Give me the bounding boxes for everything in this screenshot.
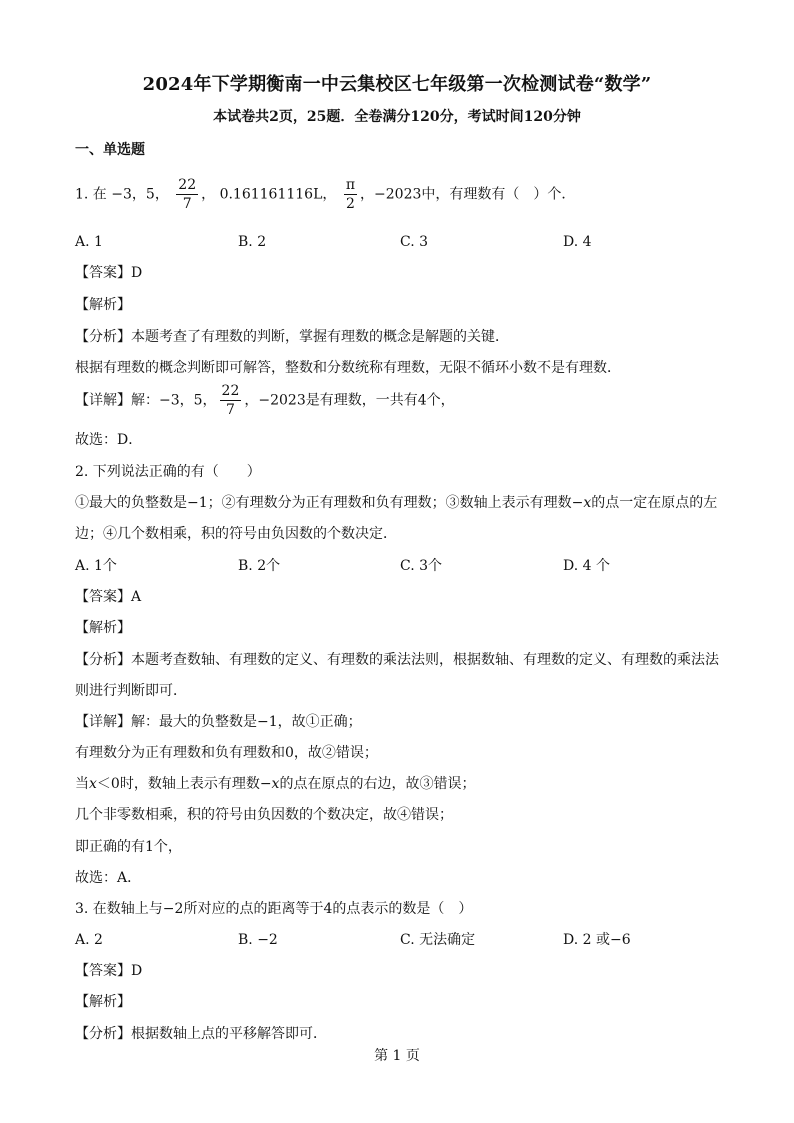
q1-frac-num: 22: [178, 177, 197, 193]
q3-option-c: C. 无法确定: [400, 932, 476, 948]
q1-pi-fraction: [344, 178, 357, 211]
q2-option-a: A. 1个: [75, 558, 117, 574]
q2-analysis-2: 则进行判断即可．: [75, 683, 187, 699]
q1-prefix: 1. 在: [75, 186, 107, 203]
q2-detail-3-var2: −x: [259, 776, 280, 792]
q2-detail-3c: 的点在原点的右边，故③错误；: [279, 776, 476, 792]
q1-decimal: 0.161161116L: [219, 186, 323, 203]
q3-analysis-1: 【分析】根据数轴上点的平移解答即可．: [75, 1026, 327, 1042]
q1-detail: [75, 384, 455, 417]
q2-analysis-1: 【分析】本题考查数轴、有理数的定义、有理数的乘法法则，根据数轴、有理数的定义、有理数的乘法法: [75, 652, 719, 668]
q2-detail-3-var: x: [89, 776, 97, 792]
q2-detail-2: 有理数分为正有理数和负有理数和0，故②错误；: [75, 745, 378, 761]
q1-detail-frac-num: 22: [221, 383, 240, 399]
q2-stem: 2. 下列说法正确的有（ ）: [75, 464, 261, 480]
q3-answer: 【答案】D: [75, 963, 143, 979]
q1-stem: 1. 在 −3，5， $\frac{22}{7}$ ， 0.161161116L， $\frac{\pi}{2}$ ，−2023中，有理数有（ ）个．: [75, 177, 576, 212]
q1-option-d: D. 4: [563, 234, 592, 250]
q1-n1: −3: [111, 186, 132, 203]
section-heading: 一、单选题: [75, 142, 145, 158]
q1-pi-den: 2: [345, 196, 355, 212]
q2-option-d: D. 4 个: [563, 558, 610, 574]
q1-n3: −2023: [374, 186, 422, 203]
q1-suffix: 中，有理数有（ ）个．: [421, 186, 576, 203]
q2-detail-4: 几个非零数相乘，积的符号由负因数的个数决定，故④错误；: [75, 807, 453, 823]
q3-stem: 3. 在数轴上与−2所对应的点的距离等于4的点表示的数是（ ）: [75, 901, 473, 917]
q2-conclusion: 故选：A．: [75, 870, 142, 886]
q3-option-b: B. −2: [238, 932, 278, 948]
q1-analysis-2: 根据有理数的概念判断即可解答，整数和分数统称有理数，无限不循环小数不是有理数．: [75, 360, 621, 376]
q1-option-a: A. 1: [75, 234, 103, 250]
q1-detail-fraction: [220, 384, 242, 417]
q1-option-c: C. 3: [400, 234, 429, 250]
exam-subtitle: 本试卷共2页，25题．全卷满分120分，考试时间120分钟: [213, 109, 581, 125]
exam-title: 2024年下学期衡南一中云集校区七年级第一次检测试卷“数学”: [142, 74, 652, 95]
q1-detail-suffix: ，−2023是有理数，一共有4个，: [244, 392, 455, 409]
q1-fraction: [176, 178, 198, 211]
q2-statement-line-1: [75, 493, 717, 513]
q1-analysis-label: 【解析】: [75, 297, 131, 313]
q1-detail-frac-den: 7: [226, 402, 235, 418]
q1-pi-num: π: [345, 177, 356, 193]
q2-line1-var: −x: [571, 495, 592, 511]
q2-detail-5: 即正确的有1个，: [75, 839, 182, 855]
q2-line1a: ①最大的负整数是−1；②有理数分为正有理数和负有理数；③数轴上表示有理数: [75, 495, 572, 511]
q1-answer: 【答案】D: [75, 265, 143, 281]
q3-analysis-label: 【解析】: [75, 994, 131, 1010]
q2-detail-3b: ＜0时，数轴上表示有理数: [96, 776, 260, 792]
q2-detail-1: 【详解】解：最大的负整数是−1，故①正确；: [75, 714, 362, 730]
page-number: 第 1 页: [374, 1048, 420, 1064]
q2-answer: 【答案】A: [75, 589, 142, 605]
q1-analysis-1: 【分析】本题考查了有理数的判断，掌握有理数的概念是解题的关键．: [75, 329, 509, 345]
q1-frac-den: 7: [182, 196, 192, 212]
q3-option-a: A. 2: [75, 932, 103, 948]
q2-option-c: C. 3个: [400, 558, 443, 574]
q2-detail-3a: 当: [75, 776, 89, 792]
q1-n2: 5: [145, 186, 155, 203]
q2-line1b: 的点一定在原点的左: [591, 495, 718, 511]
q2-option-b: B. 2个: [238, 558, 281, 574]
q1-option-b: B. 2: [238, 234, 267, 250]
q1-detail-prefix: 【详解】解：−3，5，: [75, 392, 217, 409]
q1-conclusion: 故选：D．: [75, 432, 143, 448]
q2-analysis-label: 【解析】: [75, 620, 131, 636]
q2-detail-3: [75, 774, 475, 794]
q3-option-d: D. 2 或−6: [563, 932, 631, 948]
q2-statement-line-2: 边；④几个数相乘，积的符号由负因数的个数决定．: [75, 526, 397, 542]
